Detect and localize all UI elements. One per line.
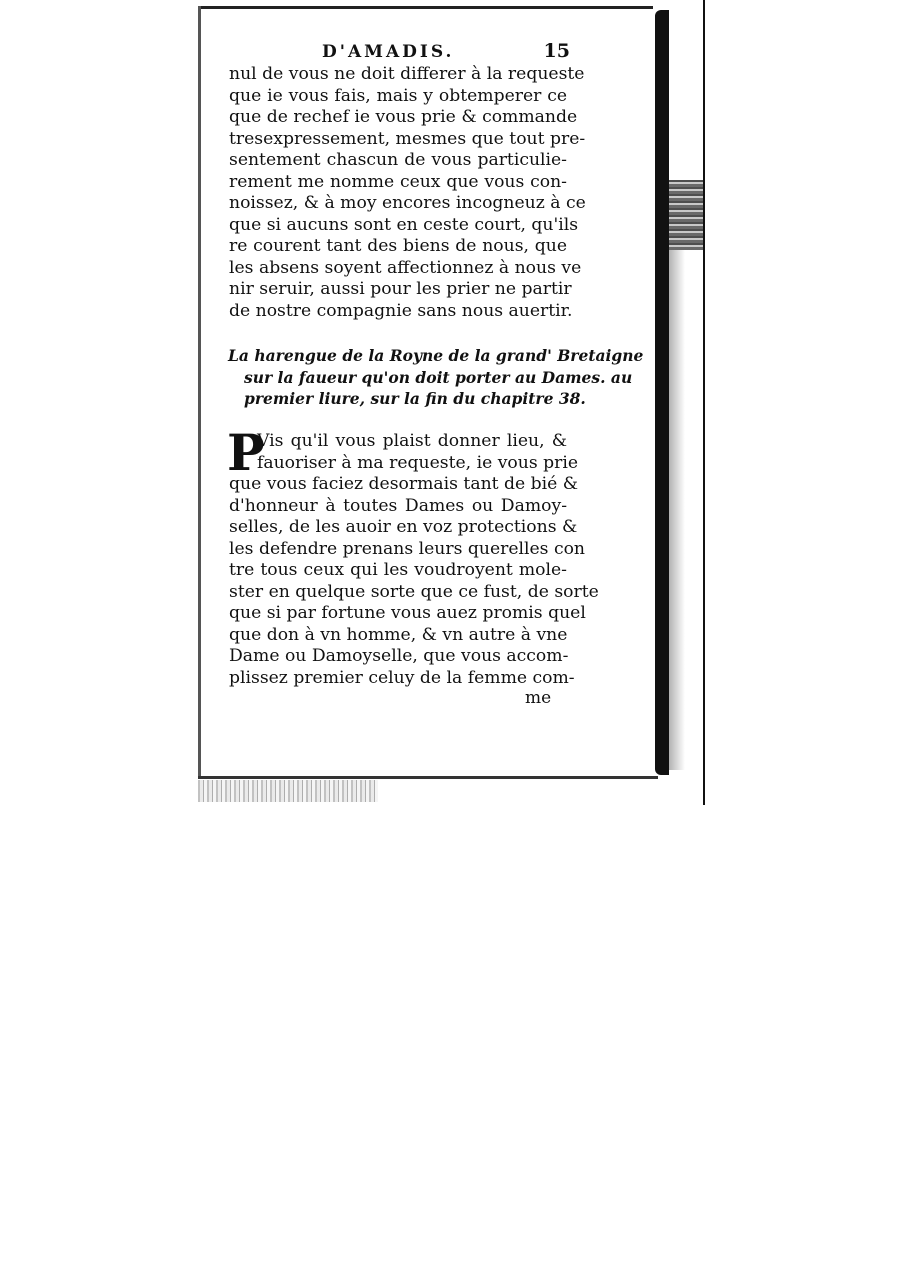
text-line: les absens soyent affectionnez à nous ve xyxy=(229,257,582,278)
heading-line: La harengue de la Royne de la grand' Bretaigne xyxy=(228,346,644,365)
scan-border-line xyxy=(703,0,705,805)
scan-smudge xyxy=(198,780,378,802)
paragraph-1 xyxy=(229,64,586,322)
text-line: Vis qu'il vous plaist donner lieu, & xyxy=(257,431,567,451)
text-line: ster en quelque sorte que ce fust, de sorte xyxy=(229,581,599,602)
text-line: tresexpressement, mesmes que tout pre- xyxy=(229,128,586,149)
page-edge-bottom xyxy=(198,776,658,779)
section-heading xyxy=(228,345,644,410)
running-head: D'AMADIS. xyxy=(322,42,455,62)
text-line: fauoriser à ma requeste, ie vous prie xyxy=(257,452,579,473)
text-line: que ie vous fais, mais y obtemperer ce xyxy=(229,85,567,106)
text-line: que vous faciez desormais tant de bié & xyxy=(229,474,579,494)
text-line: re courent tant des biens de nous, que xyxy=(229,236,567,256)
heading-line: premier liure, sur la fin du chapitre 38. xyxy=(244,389,586,408)
catchword: me xyxy=(525,688,552,708)
text-line: plissez premier celuy de la femme com- xyxy=(229,667,575,688)
text-line: que de rechef ie vous prie & commande xyxy=(229,107,578,127)
text-line: de nostre compagnie sans nous auertir. xyxy=(229,300,573,321)
text-line: selles, de les auoir en voz protections & xyxy=(229,517,578,537)
spine-gradient xyxy=(669,250,685,770)
spine-shadow xyxy=(669,180,704,250)
text-line: que si par fortune vous auez promis quel xyxy=(229,603,586,623)
text-line: nir seruir, aussi pour les prier ne partir xyxy=(229,279,572,299)
text-line: que si aucuns sont en ceste court, qu'ils xyxy=(229,214,579,235)
heading-line: sur la faueur qu'on doit porter au Dames. au xyxy=(244,367,633,387)
text-line: d'honneur à toutes Dames ou Damoy- xyxy=(229,495,567,516)
book-spine xyxy=(655,10,669,775)
text-line: rement me nomme ceux que vous con- xyxy=(229,171,567,192)
text-line: les defendre prenans leurs querelles con xyxy=(229,538,586,559)
page-edge-left xyxy=(198,6,201,776)
page-edge-top xyxy=(198,6,653,9)
text-line: Dame ou Damoyselle, que vous accom- xyxy=(229,646,569,666)
paragraph-2 xyxy=(227,423,599,689)
text-line: nul de vous ne doit differer à la requeste xyxy=(229,64,585,84)
text-line: que don à vn homme, & vn autre à vne xyxy=(229,624,568,645)
text-line: sentement chascun de vous particulie- xyxy=(229,150,567,170)
drop-cap: P xyxy=(227,423,265,482)
page-number: 15 xyxy=(543,40,570,62)
text-line: tre tous ceux qui les voudroyent mole- xyxy=(229,560,567,580)
text-line: noissez, & à moy encores incogneuz à ce xyxy=(229,193,586,213)
